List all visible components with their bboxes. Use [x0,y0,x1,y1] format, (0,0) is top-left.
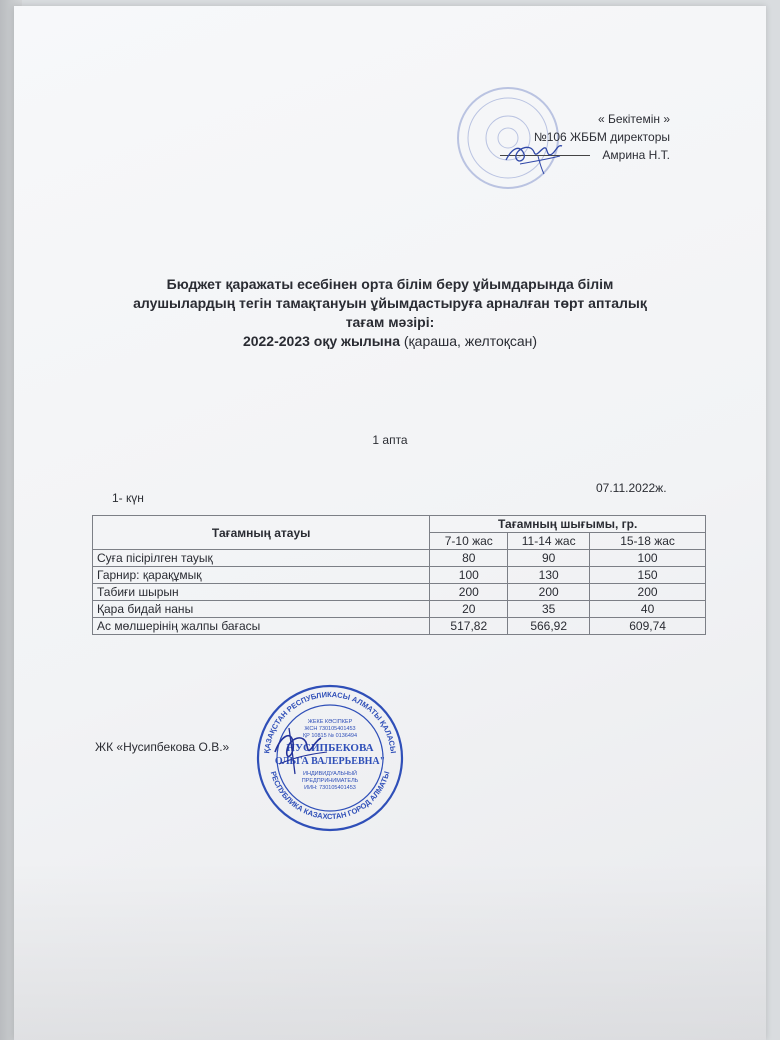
title-line-3: тағам мәзірі: [345,314,435,330]
total-cell: 609,74 [590,618,706,635]
stamp-line-6: ИИН: 730105401453 [304,785,356,791]
stamp-line-2: ЖСН 730105401453 [304,726,356,732]
stamp-outer-bottom: РЕСПУБЛИКА КАЗАХСТАН ГОРОД АЛМАТЫ [268,770,392,822]
title-line-4 [110,332,670,351]
total-cell: 517,82 [430,618,508,635]
age-group-1: 7-10 жас [430,533,508,550]
yield-cell: 150 [590,567,706,584]
document-title [110,275,670,351]
yield-cell: 200 [508,584,590,601]
header-dish-name: Тағамның атауы [93,516,430,550]
yield-cell: 20 [430,601,508,618]
dish-name: Суға пісірілген тауық [93,550,430,567]
date-label: 07.11.2022ж. [596,481,667,495]
table-row [93,567,706,584]
total-row [93,618,706,635]
approval-line-2: №106 ЖББМ директоры [533,130,670,144]
stamp-name-2: ОЛЬГА ВАЛЕРЬЕВНА" [274,756,386,767]
stamp-outer-top: ҚАЗАҚСТАН РЕСПУБЛИКАСЫ АЛМАТЫ ҚАЛАСЫ [262,689,398,754]
approval-line-1: « Бекітемін » [597,112,670,126]
stamp-name-1: НУСИПБЕКОВА [286,742,374,754]
table-row [93,584,706,601]
yield-cell: 130 [508,567,590,584]
approval-line-3: Амрина Н.Т. [602,148,670,162]
stamp-line-4: ИНДИВИДУАЛЬНЫЙ [303,771,357,777]
yield-cell: 40 [590,601,706,618]
total-label: Ас мөлшерінің жалпы бағасы [93,618,430,635]
yield-cell: 200 [590,584,706,601]
dish-name: Қара бидай наны [93,601,430,618]
title-line-2: алушылардың тегін тамақтануын ұйымдастыруға арналған төрт апталық [133,295,647,311]
page-shadow [14,860,766,1040]
menu-table [92,515,706,635]
yield-cell: 100 [430,567,508,584]
dish-name: Гарнир: қарақұмық [93,567,430,584]
title-months: (қараша, желтоқсан) [400,333,538,349]
stamp-line-5: ПРЕДПРИНИМАТЕЛЬ [301,778,359,784]
table-row [93,601,706,618]
yield-cell: 200 [430,584,508,601]
day-label: 1- күн [112,491,144,505]
header-yield: Тағамның шығымы, гр. [430,516,706,533]
age-group-3: 15-18 жас [590,533,706,550]
stamp-line-3: ҚР 10815 № 0136494 [302,733,358,739]
signer-label: ЖК «Нусипбекова О.В.» [95,740,230,754]
yield-cell: 35 [508,601,590,618]
stamp-line-1: ЖЕКЕ КӘСІПКЕР [307,719,353,725]
director-signature-icon [500,130,570,176]
signer-signature-icon [265,712,335,782]
yield-cell: 80 [430,550,508,567]
week-label: 1 апта [372,433,408,447]
title-line-1: Бюджет қаражаты есебінен орта білім беру ұйымдарында білім [166,276,614,292]
yield-cell: 100 [590,550,706,567]
total-cell: 566,92 [508,618,590,635]
table-row [93,550,706,567]
title-year: 2022-2023 оқу жылына [242,333,400,349]
yield-cell: 90 [508,550,590,567]
age-group-2: 11-14 жас [508,533,590,550]
dish-name: Табиғи шырын [93,584,430,601]
